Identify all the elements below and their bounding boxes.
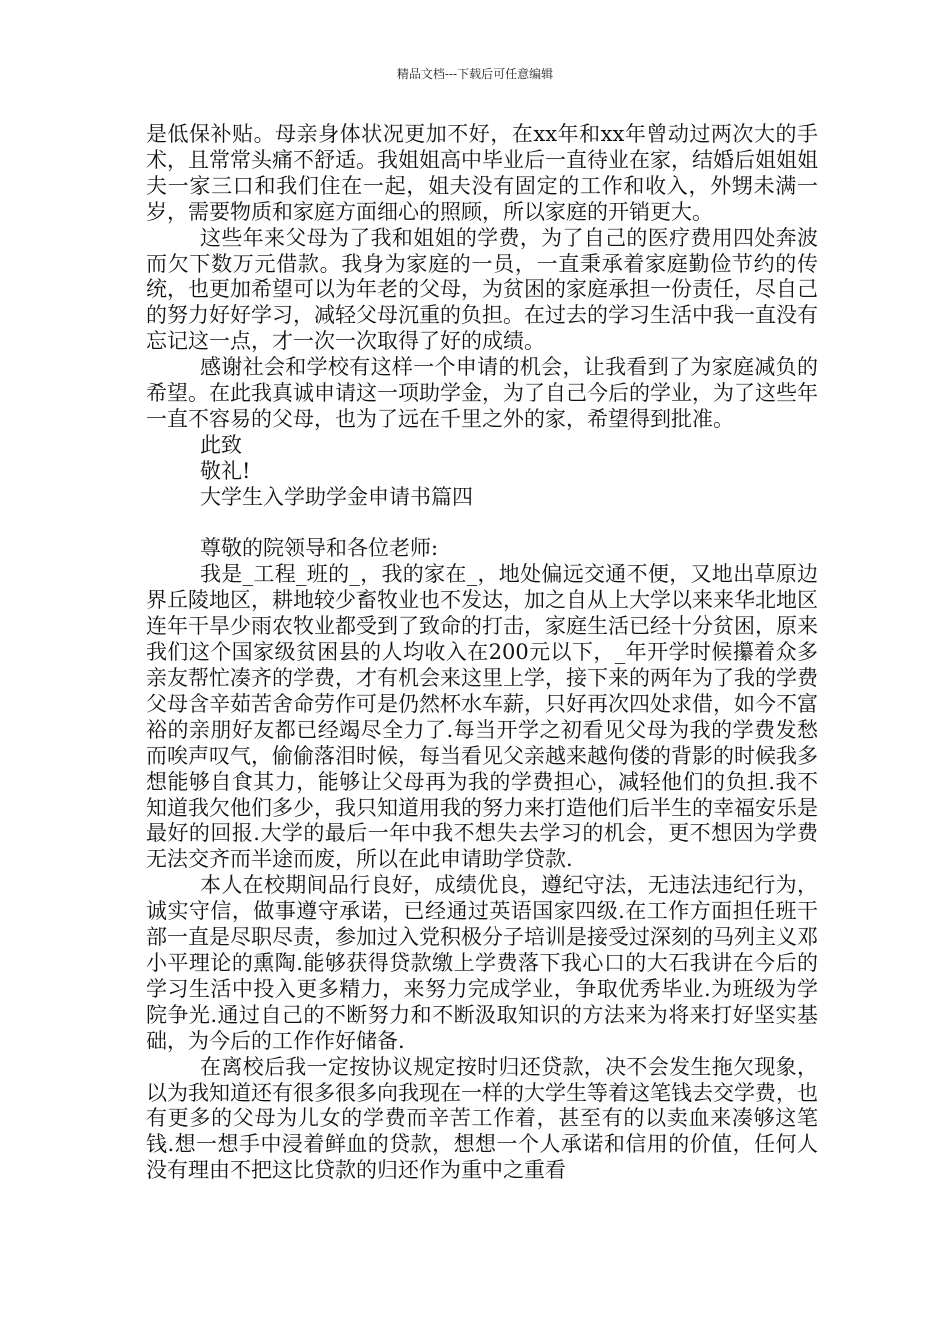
closing-line-1: 此致 xyxy=(200,432,242,457)
paragraph-repayment: 在离校后我一定按协议规定按时归还贷款，决不会发生拖欠现象，以为我知道还有很多很多向我现在一样的大学生等着这笔钱去交学费，也有更多的父母为儿女的学费而辛苦工作着，甚至有的以卖血来凑够这笔钱.想一想手中浸着鲜血的贷款，想想一个人承诺和信用的价值，任何人没有理由不把这比贷款的归还作为重中之重看 xyxy=(146,1054,818,1183)
blank-line xyxy=(146,511,818,537)
paragraph-thanks: 感谢社会和学校有这样一个申请的机会，让我看到了为家庭减负的希望。在此我真诚申请这一项助学金，为了自己今后的学业，为了这些年一直不容易的父母，也为了远在千里之外的家，希望得到批准。 xyxy=(146,355,818,431)
section-title: 大学生入学助学金申请书篇四 xyxy=(200,484,473,509)
closing-line-2: 敬礼! xyxy=(200,458,251,483)
paragraph-debts: 这些年来父母为了我和姐姐的学费，为了自己的医疗费用四处奔波而欠下数万元借款。我身为家庭的一员，一直秉承着家庭勤俭节约的传统，也更加希望可以为年老的父母，为贫困的家庭承担一份责任，尽自己的努力好好学习，减轻父母沉重的负担。在过去的学习生活中我一直没有忘记这一点，才一次一次取得了好的成绩。 xyxy=(146,225,818,354)
paragraph-family-situation: 是低保补贴。母亲身体状况更加不好，在xx年和xx年曾动过两次大的手术，且常常头痛不舒适。我姐姐高中毕业后一直待业在家，结婚后姐姐姐夫一家三口和我们住在一起，姐夫没有固定的工作和收入，外甥未满一岁，需要物质和家庭方面细心的照顾，所以家庭的开销更大。 xyxy=(146,122,818,224)
salutation: 尊敬的院领导和各位老师: xyxy=(200,536,439,561)
paragraph-background: 我是_工程_班的_，我的家在_，地处偏远交通不便，又地出草原边界丘陵地区，耕地较少畜牧业也不发达，加之自从上大学以来来华北地区连年干旱少雨农牧业都受到了致命的打击，家庭生活已经十分贫困，原来我们这个国家级贫困县的人均收入在200元以下，_年开学时候攥着众多亲友帮忙凑齐的学费，才有机会来这里上学，接下来的两年为了我的学费父母含辛茹苦舍命劳作可是仍然杯水车薪，只好再次四处求借，如今不富裕的亲朋好友都已经竭尽全力了.每当开学之初看见父母为我的学费发愁而唉声叹气，偷偷落泪时候，每当看见父亲越来越佝偻的背影的时候我多想能够自食其力，能够让父母再为我的学费担心，减轻他们的负担.我不知道我欠他们多少，我只知道用我的努力来打造他们后半生的幸福安乐是最好的回报.大学的最后一年中我不想失去学习的机会，更不想因为学费无法交齐而半途而废，所以在此申请助学贷款. xyxy=(146,562,818,872)
document-body xyxy=(146,122,818,1184)
page-header: 精品文档---下载后可任意编辑 xyxy=(396,67,554,81)
paragraph-conduct: 本人在校期间品行良好，成绩优良，遵纪守法，无违法违纪行为，诚实守信，做事遵守承诺，已经通过英语国家四级.在工作方面担任班干部一直是尽职尽责，参加过入党积极分子培训是接受过深刻的马列主义邓小平理论的熏陶.能够获得贷款缴上学费落下我心口的大石我讲在今后的学习生活中投入更多精力，来努力完成学业，争取优秀毕业.为班级为学院争光.通过自己的不断努力和不断汲取知识的方法来为将来打好坚实基础，为今后的工作作好储备. xyxy=(146,873,818,1053)
